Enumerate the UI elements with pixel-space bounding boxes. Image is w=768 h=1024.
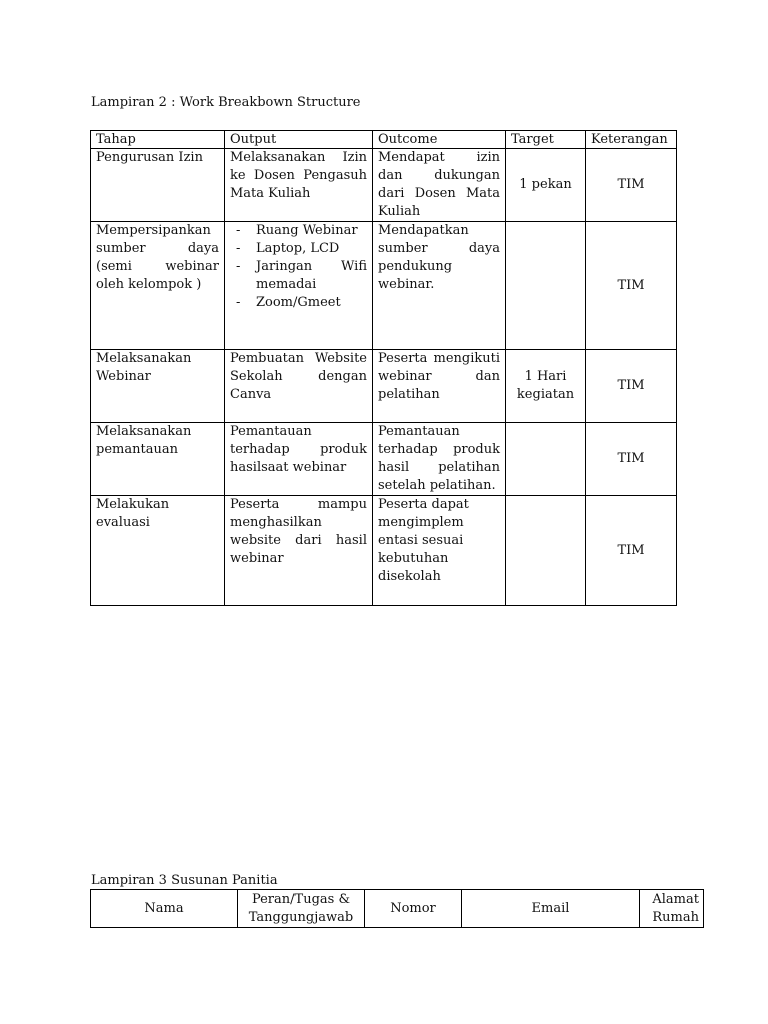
panitia-table (90, 889, 704, 928)
cell-output (225, 222, 373, 350)
table-row (91, 350, 677, 423)
panitia-caption: Lampiran 3 Susunan Panitia (91, 873, 278, 888)
cell-outcome (373, 423, 506, 496)
cell-keterangan: TIM (586, 350, 677, 423)
cell-tahap: Melaksanakan Webinar (91, 350, 225, 423)
cell-keterangan: TIM (586, 496, 677, 606)
cell-output-text: Pembuatan Website Sekolah dengan Canva (230, 351, 367, 402)
cell-tahap (91, 222, 225, 350)
cell-target: 1 pekan (506, 149, 586, 222)
header-outcome: Outcome (373, 131, 506, 149)
cell-output-text: Pemantauan terhadap produk hasilsaat webinar (230, 424, 367, 475)
cell-target (506, 496, 586, 606)
cell-outcome-text: Pemantauan terhadap produk hasil pelatihan setelah pelatihan. (378, 424, 500, 493)
cell-outcome (373, 222, 506, 350)
header-target: Target (506, 131, 586, 149)
cell-outcome-text: Mendapat izin dan dukungan dari Dosen Mata Kuliah (378, 150, 500, 219)
header-tahap: Tahap (91, 131, 225, 149)
header-peran-line: Tanggungjawab (248, 909, 354, 925)
header-alamat (640, 890, 704, 928)
header-nama: Nama (91, 890, 238, 928)
cell-output (225, 149, 373, 222)
wbs-table (90, 130, 677, 606)
table-row (91, 222, 677, 350)
cell-output (225, 496, 373, 606)
header-peran (238, 890, 365, 928)
list-item: - Zoom/Gmeet (230, 294, 367, 312)
panitia-header-row (91, 890, 704, 928)
list-item-text: - Jaringan Wifi memadai (256, 259, 367, 292)
cell-target-line: 1 Hari (524, 369, 567, 384)
cell-tahap: Pengurusan Izin (91, 149, 225, 222)
cell-target-line: kegiatan (516, 387, 575, 402)
list-item: - Laptop, LCD (230, 240, 367, 258)
header-peran-line: Peran/Tugas & (251, 891, 351, 907)
cell-outcome-text: Peserta mengikuti webinar dan pelatihan (378, 351, 500, 402)
output-list (230, 222, 367, 312)
cell-target (506, 423, 586, 496)
header-nomor: Nomor (365, 890, 462, 928)
cell-keterangan: TIM (586, 423, 677, 496)
cell-outcome-text: Mendapatkan sumber daya pendukung webinar. (378, 223, 500, 292)
cell-keterangan: TIM (586, 149, 677, 222)
cell-output-text: Peserta mampu menghasilkan website dari hasil webinar (230, 497, 367, 566)
cell-output (225, 350, 373, 423)
header-email: Email (462, 890, 640, 928)
cell-target (506, 350, 586, 423)
cell-tahap: Melaksanakan pemantauan (91, 423, 225, 496)
cell-output (225, 423, 373, 496)
cell-outcome: Peserta dapat mengimplem entasi sesuai kebutuhan disekolah (373, 496, 506, 606)
cell-tahap-text: Mempersipankan sumber daya (semi webinar oleh kelompok ) (96, 223, 219, 292)
wbs-caption: Lampiran 2 : Work Breakbown Structure (91, 95, 361, 110)
header-keterangan: Keterangan (586, 131, 677, 149)
list-item (230, 258, 367, 294)
header-alamat-line: Alamat (652, 891, 699, 907)
table-row (91, 496, 677, 606)
wbs-header-row (91, 131, 677, 149)
header-output: Output (225, 131, 373, 149)
table-row (91, 149, 677, 222)
cell-keterangan: TIM (586, 222, 677, 350)
table-row (91, 423, 677, 496)
cell-outcome (373, 149, 506, 222)
cell-tahap: Melakukan evaluasi (91, 496, 225, 606)
cell-target (506, 222, 586, 350)
list-item: - Ruang Webinar (230, 222, 367, 240)
cell-output-text: Melaksanakan Izin ke Dosen Pengasuh Mata Kuliah (230, 150, 367, 201)
header-alamat-line: Rumah (652, 909, 699, 925)
cell-outcome (373, 350, 506, 423)
